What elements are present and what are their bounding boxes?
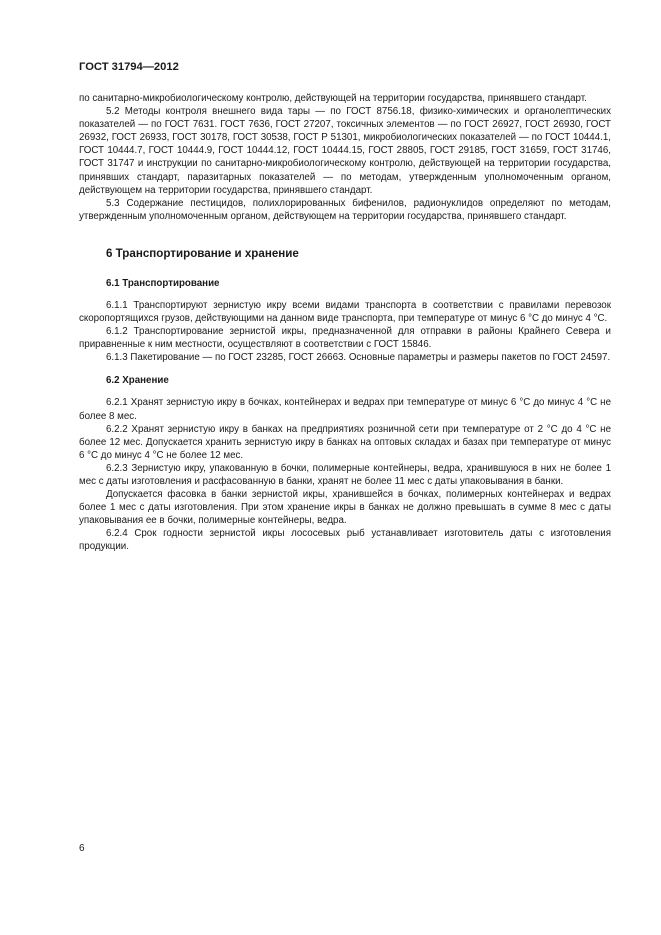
paragraph-5-2: 5.2 Методы контроля внешнего вида тары — по ГОСТ 8756.18, физико-химических и органолептических показателей — по ГОСТ 7631. ГОСТ 7636, ГОСТ 27207, токсичных элементов — по ГОСТ 26927, ГОСТ 26930, ГОСТ 26932, ГОСТ 26933, ГОСТ 30178, ГОСТ 30538, ГОСТ Р 51301, микробиологических показателей — по ГОСТ 10444.1, ГОСТ 10444.7, ГОСТ 10444.9, ГОСТ 10444.12, ГОСТ 10444.15, ГОСТ 28805, ГОСТ 29185, ГОСТ 31659, ГОСТ 31746, ГОСТ 31747 и инструкции по санитарно-микробиологическому контролю, действующей на территории государства, принявших стандарт, паразитарных показателей — по методам, утвержденным уполномоченным органом, действующем на территории государства, принявшего стандарт.	[79, 106, 611, 196]
section-6-title: 6 Транспортирование и хранение	[106, 246, 299, 260]
document-body	[79, 92, 611, 554]
subsection-6-2-title: 6.2 Хранение	[106, 375, 169, 387]
paragraph-6-1-3: 6.1.3 Пакетирование — по ГОСТ 23285, ГОСТ 26663. Основные параметры и размеры пакетов по ГОСТ 24597.	[106, 352, 611, 364]
paragraph-6-1-2: 6.1.2 Транспортирование зернистой икры, предназначенной для отправки в районы Крайнего Севера и приравненные к ним местности, осуществляют в соответствии с ГОСТ 15846.	[79, 326, 611, 351]
paragraph-6-2-4: 6.2.4 Срок годности зернистой икры лососевых рыб устанавливает изготовитель даты с изготовления продукции.	[79, 528, 611, 553]
paragraph-6-2-2: 6.2.2 Хранят зернистую икру в банках на предприятиях розничной сети при температуре от 2 °C до 4 °C не более 12 мес. Допускается хранить зернистую икру в банках на оптовых складах и базах при температуре от минус 6 °C до минус 4 °C не более 12 мес.	[79, 423, 611, 461]
subsection-6-1-title: 6.1 Транспортирование	[106, 277, 220, 289]
paragraph-6-2-1: 6.2.1 Хранят зернистую икру в бочках, контейнерах и ведрах при температуре от минус 6 °C до минус 4 °C не более 8 мес.	[79, 397, 611, 422]
paragraph-6-2-3-note: Допускается фасовка в банки зернистой икры, хранившейся в бочках, полимерных контейнерах и ведрах более 1 мес с даты изготовления. При этом хранение икры в банках не должно превышать в сумме 8 мес с даты упаковывания ее в бочки, полимерные контейнеры, ведра.	[79, 489, 611, 527]
paragraph-continuation: по санитарно-микробиологическому контролю, действующей на территории государства, принявшего стандарт.	[79, 93, 587, 104]
document-header: ГОСТ 31794—2012	[79, 61, 179, 73]
page-number: 6	[79, 843, 85, 854]
paragraph-5-3: 5.3 Содержание пестицидов, полихлорированных бифенилов, радионуклидов определяют по методам, утвержденным уполномоченным органом, действующем на территории государства, принявшего стандарт.	[79, 197, 611, 222]
paragraph-6-1-1: 6.1.1 Транспортируют зернистую икру всеми видами транспорта в соответствии с правилами перевозок скоропортящихся грузов, действующими на данном виде транспорта, при температуре от минус 6 °C до минус 4 °C.	[79, 299, 611, 325]
paragraph-6-2-3: 6.2.3 Зернистую икру, упакованную в бочки, полимерные контейнеры, ведра, хранившуюся в них не более 1 мес с даты изготовления и расфасованную в банки, хранят не более 11 мес с даты упаковывания в банки.	[79, 462, 611, 487]
